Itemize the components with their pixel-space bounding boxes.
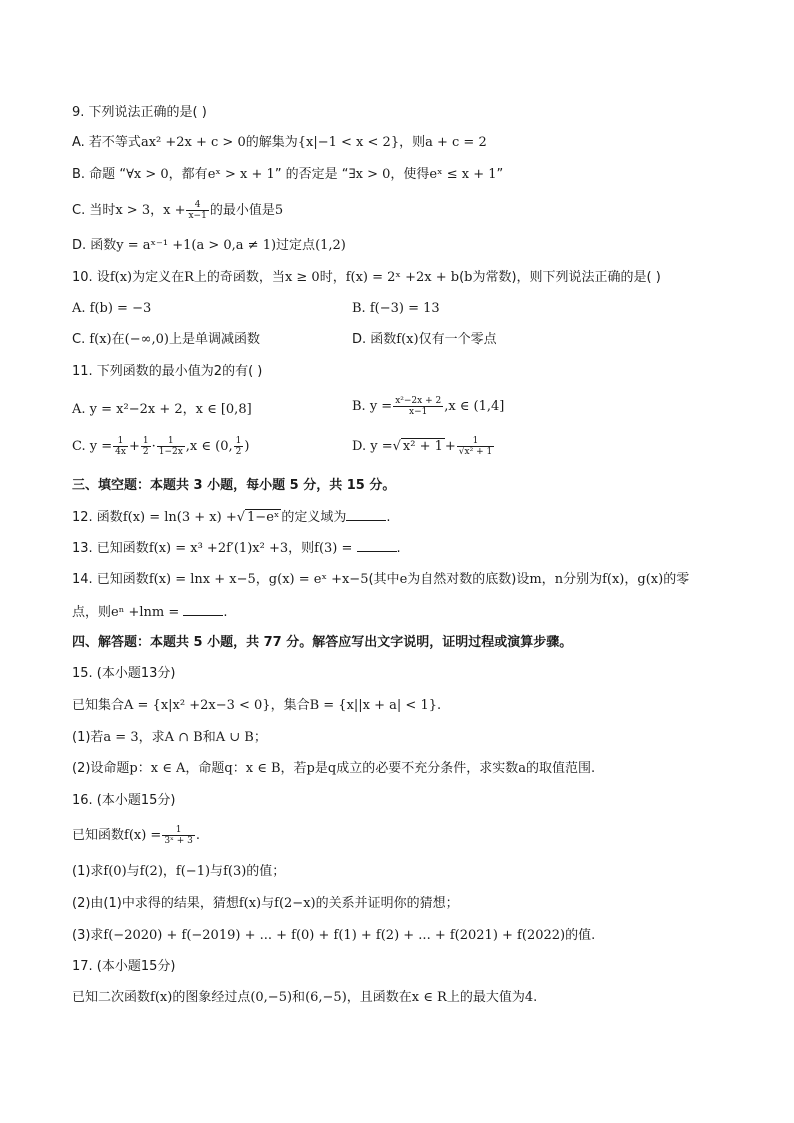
section-3-heading: 三、填空题：本题共 3 小题，每小题 5 分，共 15 分。	[72, 478, 396, 493]
q9-option-a: A. 若不等式ax² +2x + c > 0的解集为{x|−1 < x < 2}，则a + c = 2	[72, 135, 487, 150]
q17-heading: 17. (本小题15分)	[72, 959, 176, 974]
q14-line-1: 14. 已知函数f(x) = lnx + x−5，g(x) = eˣ +x−5(其中e为自然对数的底数)设m，n分别为f(x)，g(x)的零	[72, 572, 690, 587]
q13: 13. 已知函数f(x) = x³ +2f′(1)x² +3，则f(3) = .	[72, 538, 401, 559]
fraction: $\frac{\text{x²−2x + 2}}{x-1}$	[395, 396, 442, 417]
answer-blank[interactable]	[346, 507, 386, 521]
q16-part-3: (3)求f(−2020) + f(−2019) + ... + f(0) + f(1) + f(2) + ... + f(2021) + f(2022)的值.	[72, 928, 596, 943]
q11-option-a: A. y = x²−2x + 2，x ∈ [0,8]	[72, 402, 252, 417]
q16-line-1: 已知函数f(x) = $\frac{1}{\text{3ˣ + 3}}$ .	[72, 825, 200, 846]
q16-part-1: (1)求f(0)与f(2)，f(−1)与f(3)的值；	[72, 864, 286, 879]
q11-option-c: C. y = $\frac{1}{4x}$ + $\frac{1}{2}$ · $\frac{1}{1-2x}$ ,x ∈ (0, $\frac{1}{2}$ )	[72, 436, 250, 457]
q16-heading: 16. (本小题15分)	[72, 793, 176, 808]
answer-blank[interactable]	[183, 602, 223, 616]
q11-option-d: D. y =√ x² + 1 + $\frac{1}{\text{√x² + 1}}$	[352, 436, 493, 457]
q9-stem: 9. 下列说法正确的是( )	[72, 105, 207, 120]
q10-option-c: C. f(x)在(−∞,0)上是单调减函数	[72, 332, 260, 347]
q10-option-d: D. 函数f(x)仅有一个零点	[352, 332, 497, 347]
q15-part-2: (2)设命题p：x ∈ A，命题q：x ∈ B，若p是q成立的必要不充分条件，求实数a的取值范围.	[72, 761, 596, 776]
fraction: $\frac{4}{x-1}$	[188, 200, 207, 221]
fraction: $\frac{1}{2}$	[142, 436, 149, 457]
q15-line-1: 已知集合A = {x|x² +2x−3 < 0}，集合B = {x||x + a| < 1}.	[72, 698, 442, 713]
section-4-heading: 四、解答题：本题共 5 小题，共 77 分。解答应写出文字说明，证明过程或演算步骤。	[72, 635, 573, 650]
q11-stem: 11. 下列函数的最小值为2的有( )	[72, 364, 263, 379]
q15-heading: 15. (本小题13分)	[72, 666, 176, 681]
q9-option-b: B. 命题 “∀x > 0，都有eˣ > x + 1” 的否定是 “∃x > 0，使得eˣ ≤ x + 1”	[72, 167, 504, 182]
answer-blank[interactable]	[357, 538, 397, 552]
q16-part-2: (2)由(1)中求得的结果，猜想f(x)与f(2−x)的关系并证明你的猜想；	[72, 896, 459, 911]
q11-option-b: B. y = $\frac{\text{x²−2x + 2}}{x-1}$ ,x ∈ (1,4]	[352, 396, 505, 417]
square-root: 1−eˣ	[247, 510, 280, 525]
q17-line-1: 已知二次函数f(x)的图象经过点(0,−5)和(6,−5)，且函数在x ∈ R上的最大值为4.	[72, 990, 538, 1005]
q10-option-a: A. f(b) = −3	[72, 301, 152, 316]
fraction: $\frac{1}{\text{3ˣ + 3}}$	[164, 825, 193, 846]
fraction: $\frac{1}{\text{√x² + 1}}$	[458, 436, 493, 457]
q10-stem: 10. 设f(x)为定义在R上的奇函数，当x ≥ 0时，f(x) = 2ˣ +2x + b(b为常数)，则下列说法正确的是( )	[72, 270, 661, 285]
square-root: x² + 1	[402, 439, 443, 454]
q9-option-d: D. 函数y = aˣ⁻¹ +1(a > 0,a ≠ 1)过定点(1,2)	[72, 238, 346, 253]
fraction: $\frac{1}{1-2x}$	[158, 436, 183, 457]
q12: 12. 函数f(x) = ln(3 + x) +√ 1−eˣ 的定义域为 .	[72, 507, 391, 528]
q9-option-c: C. 当时x > 3，x + $\frac{4}{x-1}$ 的最小值是5	[72, 200, 284, 221]
q10-option-b: B. f(−3) = 13	[352, 301, 440, 316]
fraction: $\frac{1}{4x}$	[115, 436, 126, 457]
fraction: $\frac{1}{2}$	[235, 436, 242, 457]
q15-part-1: (1)若a = 3，求A ∩ B和A ∪ B；	[72, 730, 267, 745]
q14-line-2: 点，则eⁿ +lnm = .	[72, 602, 228, 623]
